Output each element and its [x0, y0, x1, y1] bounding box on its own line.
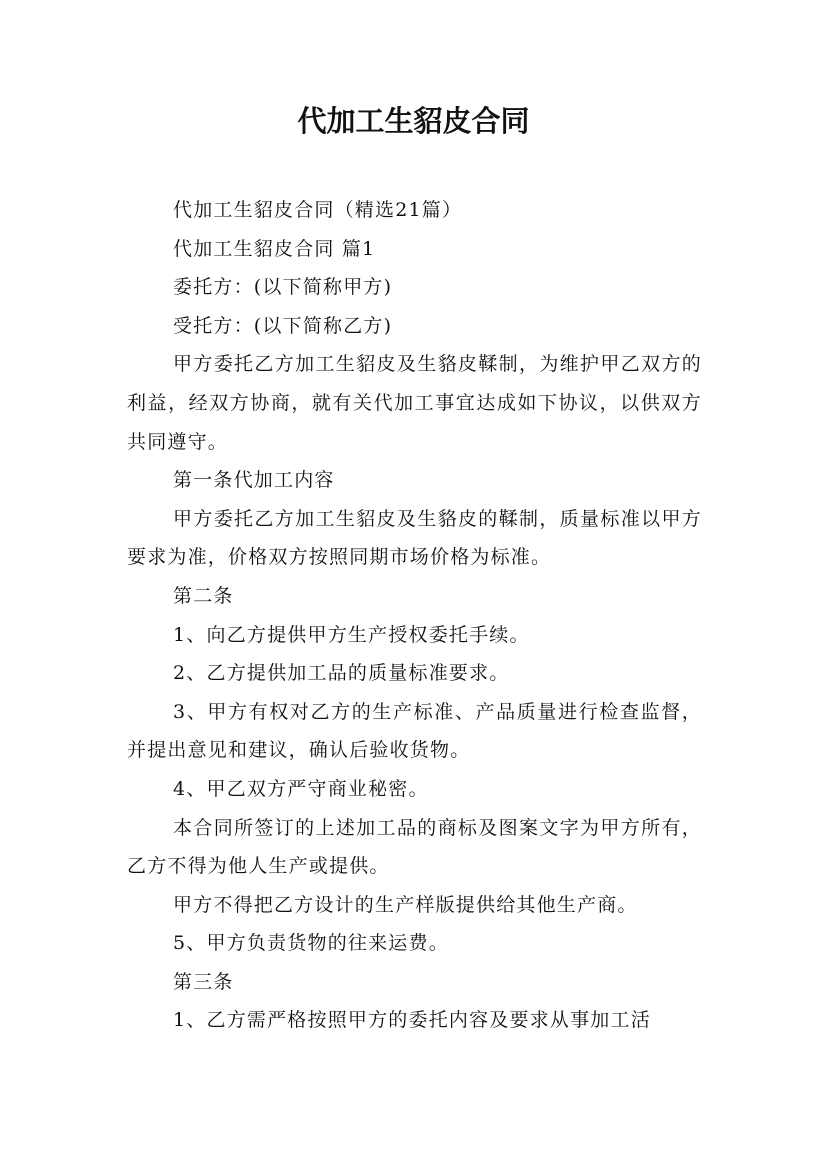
paragraph-8: 第二条	[173, 584, 234, 607]
paragraph-4: 受托方：(以下简称乙方)	[173, 314, 393, 337]
paragraph-1: 代加工生貂皮合同（精选21篇）	[173, 199, 463, 221]
paragraph-6: 第一条代加工内容	[173, 469, 335, 492]
paragraph-10: 2、乙方提供加工品的质量标准要求。	[173, 662, 510, 685]
paragraph-11: 3、甲方有权对乙方的生产标准、产品质量进行检查监督，并提出意见和建议，确认后验收货物。	[127, 700, 702, 762]
paragraph-14: 甲方不得把乙方设计的生产样版提供给其他生产商。	[173, 893, 638, 916]
paragraph-9: 1、向乙方提供甲方生产授权委托手续。	[173, 623, 530, 646]
paragraph-7: 甲方委托乙方加工生貂皮及生貉皮的鞣制，质量标准以甲方要求为准，价格双方按照同期市场价格为标准。	[127, 507, 702, 569]
paragraph-5: 甲方委托乙方加工生貂皮及生貉皮鞣制，为维护甲乙双方的利益，经双方协商，就有关代加工事宜达成如下协议，以供双方共同遵守。	[127, 353, 702, 453]
paragraph-2: 代加工生貂皮合同 篇1	[173, 237, 376, 260]
paragraph-15: 5、甲方负责货物的往来运费。	[173, 932, 449, 955]
paragraph-3: 委托方：(以下简称甲方)	[173, 276, 393, 299]
paragraph-12: 4、甲乙双方严守商业秘密。	[173, 777, 429, 800]
paragraph-17: 1、乙方需严格按照甲方的委托内容及要求从事加工活	[173, 1009, 651, 1032]
paragraph-16: 第三条	[173, 970, 234, 993]
paragraph-13: 本合同所签订的上述加工品的商标及图案文字为甲方所有，乙方不得为他人生产或提供。	[127, 816, 702, 878]
document-title: 代加工生貂皮合同	[297, 104, 530, 138]
document-body	[127, 191, 702, 1040]
